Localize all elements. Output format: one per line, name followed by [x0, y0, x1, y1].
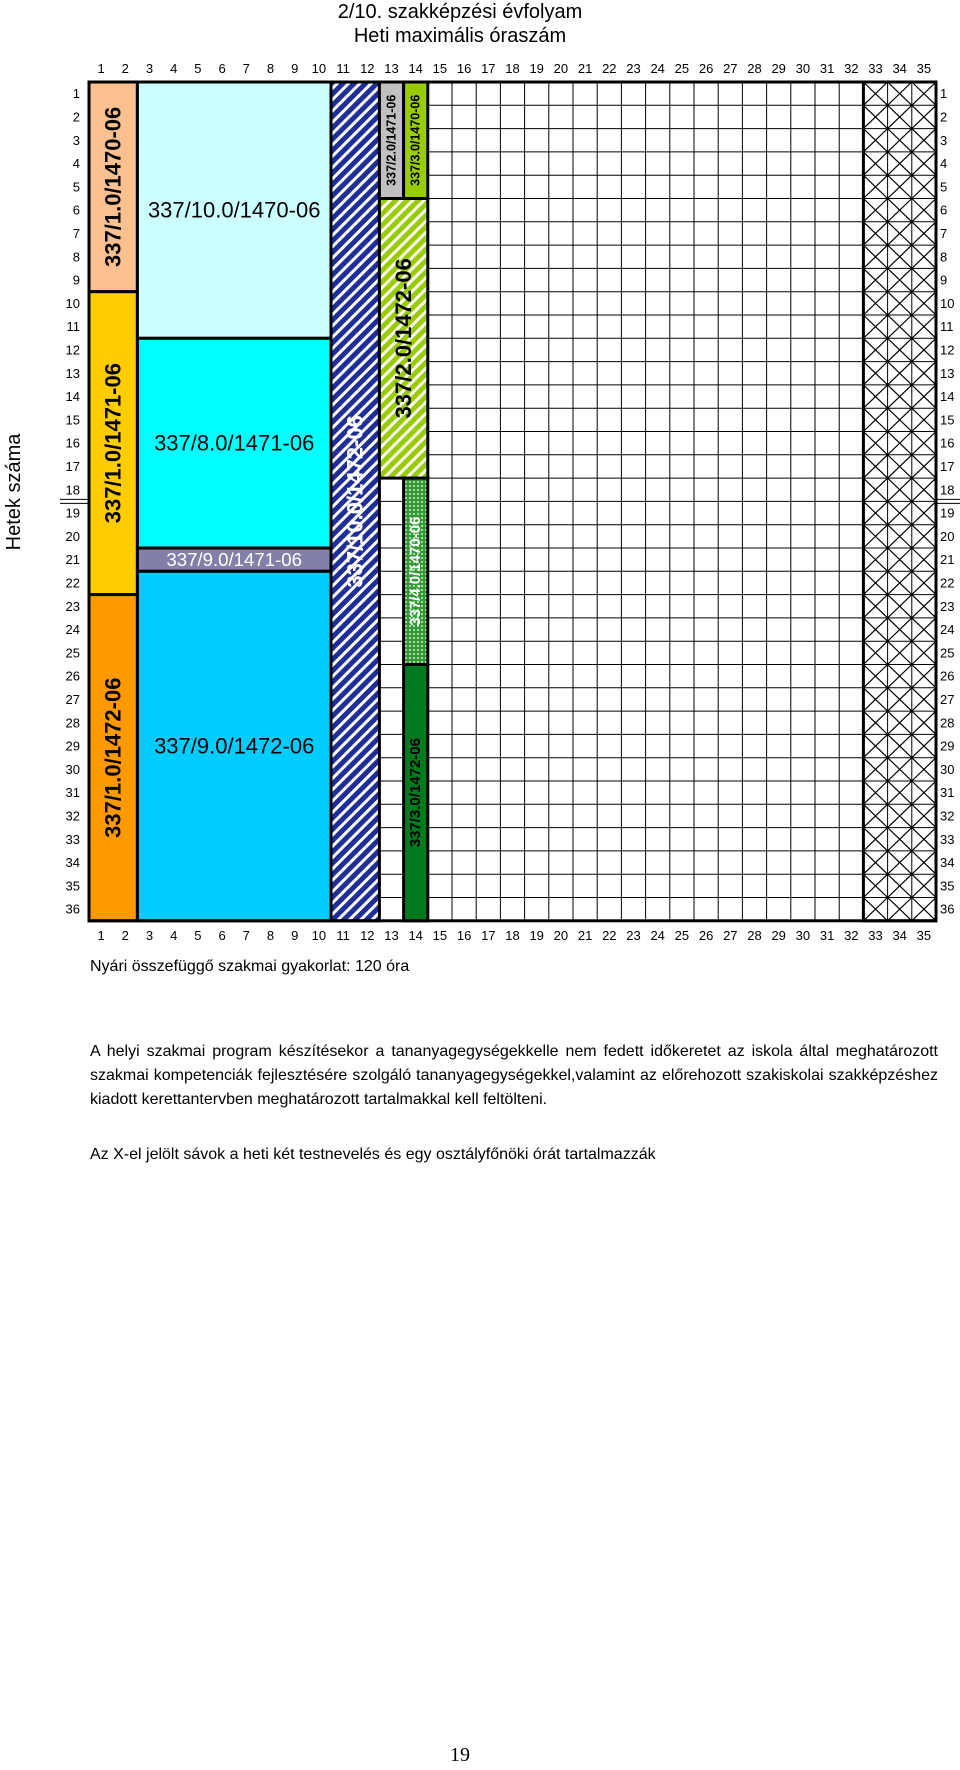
- row-label-right: 2: [940, 109, 948, 125]
- row-label-right: 32: [940, 808, 955, 824]
- column-label-top: 7: [242, 61, 250, 76]
- row-label-right: 29: [940, 738, 955, 754]
- column-label-top: 27: [723, 61, 738, 76]
- row-label-left: 24: [65, 622, 80, 638]
- column-label-bottom: 14: [408, 927, 423, 943]
- column-label-top: 20: [553, 61, 569, 76]
- row-label-left: 3: [72, 132, 80, 148]
- y-axis-label: Hetek száma: [3, 433, 25, 551]
- row-label-left: 8: [72, 249, 80, 265]
- row-label-right: 35: [940, 878, 955, 894]
- column-label-bottom: 3: [145, 927, 154, 943]
- block-label: 337/2.0/1471-06: [384, 94, 399, 186]
- row-label-right: 19: [940, 505, 955, 521]
- column-label-top: 29: [771, 61, 786, 76]
- block-label: 337/8.0/1471-06: [154, 430, 315, 456]
- column-label-bottom: 19: [529, 927, 544, 943]
- row-label-right: 6: [940, 202, 948, 218]
- row-label-right: 36: [940, 901, 955, 917]
- column-label-top: 32: [844, 61, 859, 76]
- column-label-bottom: 16: [456, 927, 472, 943]
- summer-practice-note: Nyári összefüggő szakmai gyakorlat: 120 óra: [90, 958, 410, 975]
- row-label-right: 17: [940, 458, 955, 474]
- row-label-right: 34: [940, 855, 955, 871]
- column-label-top: 12: [360, 61, 375, 76]
- row-label-left: 30: [65, 761, 80, 777]
- column-label-bottom: 25: [674, 927, 690, 943]
- column-label-top: 15: [432, 61, 448, 76]
- column-label-bottom: 20: [553, 927, 569, 943]
- row-label-left: 18: [65, 482, 80, 498]
- column-label-bottom: 2: [121, 927, 129, 943]
- row-label-left: 1: [72, 86, 80, 102]
- row-label-left: 31: [65, 785, 80, 801]
- row-label-left: 5: [72, 179, 80, 195]
- column-label-top: 8: [266, 61, 275, 76]
- row-label-right: 11: [940, 319, 954, 335]
- column-label-top: 10: [311, 61, 327, 76]
- column-label-bottom: 35: [916, 927, 932, 943]
- column-label-bottom: 7: [242, 927, 250, 943]
- column-label-top: 17: [481, 61, 496, 76]
- column-label-bottom: 27: [723, 927, 738, 943]
- column-label-top: 14: [408, 61, 423, 76]
- row-label-left: 9: [72, 272, 80, 288]
- row-label-left: 36: [65, 901, 80, 917]
- column-label-bottom: 34: [892, 927, 907, 943]
- row-label-right: 30: [940, 761, 955, 777]
- block-label: 337/10.0/1470-06: [147, 197, 321, 223]
- row-label-right: 26: [940, 668, 955, 684]
- row-label-left: 11: [66, 319, 80, 335]
- column-label-top: 16: [456, 61, 472, 76]
- row-label-left: 26: [65, 668, 80, 684]
- row-label-right: 33: [940, 831, 955, 847]
- column-label-bottom: 1: [97, 927, 105, 943]
- block-label: 337/3.0/1470-06: [408, 94, 423, 186]
- column-label-bottom: 18: [505, 927, 520, 943]
- row-label-left: 12: [65, 342, 80, 358]
- column-label-top: 1: [97, 61, 105, 76]
- column-label-top: 3: [145, 61, 154, 76]
- block-label: 337/2.0/1472-06: [391, 258, 417, 419]
- column-label-top: 28: [747, 61, 762, 76]
- row-label-left: 13: [65, 365, 80, 381]
- row-label-right: 5: [940, 179, 948, 195]
- column-label-top: 24: [650, 61, 665, 76]
- column-label-bottom: 9: [291, 927, 299, 943]
- row-label-right: 24: [940, 622, 955, 638]
- column-label-top: 22: [602, 61, 617, 76]
- block-label: 337/1.0/1470-06: [100, 106, 126, 267]
- column-label-bottom: 8: [266, 927, 275, 943]
- row-label-right: 1: [940, 86, 948, 102]
- row-label-right: 28: [940, 715, 955, 731]
- row-label-right: 10: [940, 295, 955, 311]
- column-label-bottom: 33: [868, 927, 883, 943]
- column-label-top: 11: [336, 61, 350, 76]
- column-label-bottom: 21: [577, 927, 593, 943]
- column-label-bottom: 10: [311, 927, 327, 943]
- row-label-right: 16: [940, 435, 955, 451]
- page-title: 2/10. szakképzési évfolyam: [337, 1, 583, 23]
- row-label-left: 27: [65, 691, 80, 707]
- row-label-left: 17: [65, 458, 80, 474]
- row-label-right: 4: [940, 156, 948, 172]
- column-label-top: 6: [218, 61, 226, 76]
- row-label-left: 34: [65, 855, 80, 871]
- column-label-bottom: 31: [819, 927, 835, 943]
- column-label-top: 26: [698, 61, 714, 76]
- column-label-bottom: 12: [360, 927, 375, 943]
- row-label-left: 16: [65, 435, 80, 451]
- row-label-left: 33: [65, 831, 80, 847]
- row-label-left: 4: [72, 156, 80, 172]
- block-label: 337/4.0/1470-06: [407, 516, 425, 626]
- row-label-right: 13: [940, 365, 955, 381]
- column-label-bottom: 5: [194, 927, 202, 943]
- column-label-bottom: 6: [218, 927, 226, 943]
- page-number: 19: [450, 1744, 470, 1766]
- column-label-top: 5: [194, 61, 202, 76]
- row-label-left: 35: [65, 878, 80, 894]
- page-subtitle: Heti maximális óraszám: [353, 25, 567, 47]
- row-label-right: 9: [940, 272, 948, 288]
- row-label-left: 28: [65, 715, 80, 731]
- column-label-top: 13: [384, 61, 399, 76]
- row-label-left: 10: [65, 295, 80, 311]
- block-label: 337/9.0/1471-06: [166, 549, 303, 571]
- x-marked-note: Az X-el jelölt sávok a heti két testnevelés és egy osztályfőnöki órát tartalmazzák: [90, 1146, 656, 1163]
- column-label-top: 9: [291, 61, 299, 76]
- block-label: 337/1.0/1471-06: [100, 363, 126, 524]
- row-label-left: 20: [65, 528, 80, 544]
- row-label-right: 27: [940, 691, 955, 707]
- row-label-left: 14: [65, 389, 80, 405]
- column-label-bottom: 22: [602, 927, 617, 943]
- column-label-top: 33: [868, 61, 883, 76]
- row-label-right: 15: [940, 412, 955, 428]
- row-label-right: 22: [940, 575, 955, 591]
- column-label-top: 21: [577, 61, 593, 76]
- row-label-left: 32: [65, 808, 80, 824]
- program-paragraph: A helyi szakmai program készítésekor a tananyagegységekkelle nem fedett időkeretet az iskola által meghatározott szakmai kompetenciák fejlesztésére szolgáló tananyagegységekkel,valamint az előrehozott szakiskolai szakképzéshez kiadott kerettantervben meghatározott tartalmakkal kell feltölteni.: [90, 1043, 938, 1108]
- block-label: 337/10.0/1472-06: [342, 415, 368, 588]
- block-label: 337/9.0/1472-06: [154, 733, 315, 759]
- column-label-bottom: 17: [481, 927, 496, 943]
- row-label-left: 25: [65, 645, 80, 661]
- column-label-bottom: 15: [432, 927, 448, 943]
- column-label-top: 30: [795, 61, 811, 76]
- row-label-right: 31: [940, 785, 955, 801]
- row-label-left: 22: [65, 575, 80, 591]
- column-label-bottom: 29: [771, 927, 786, 943]
- column-label-bottom: 23: [626, 927, 641, 943]
- row-label-left: 21: [65, 552, 80, 568]
- column-label-top: 19: [529, 61, 544, 76]
- column-label-top: 23: [626, 61, 641, 76]
- column-label-bottom: 28: [747, 927, 762, 943]
- row-label-right: 23: [940, 598, 955, 614]
- row-label-left: 19: [65, 505, 80, 521]
- row-label-left: 6: [72, 202, 80, 218]
- block-label: 337/3.0/1472-06: [407, 738, 425, 848]
- row-label-right: 18: [940, 482, 955, 498]
- column-label-bottom: 32: [844, 927, 859, 943]
- column-label-top: 4: [170, 61, 178, 76]
- column-label-bottom: 24: [650, 927, 665, 943]
- block-label: 337/1.0/1472-06: [100, 677, 126, 838]
- row-label-right: 7: [940, 225, 948, 241]
- row-label-right: 14: [940, 389, 955, 405]
- column-label-bottom: 13: [384, 927, 399, 943]
- column-label-bottom: 4: [170, 927, 178, 943]
- row-label-right: 20: [940, 528, 955, 544]
- column-label-top: 18: [505, 61, 520, 76]
- column-label-top: 34: [892, 61, 907, 76]
- column-label-bottom: 30: [795, 927, 811, 943]
- column-label-top: 35: [916, 61, 932, 76]
- column-label-top: 2: [121, 61, 129, 76]
- row-label-left: 7: [72, 225, 80, 241]
- row-label-right: 12: [940, 342, 955, 358]
- column-label-bottom: 26: [698, 927, 714, 943]
- column-label-bottom: 11: [336, 927, 350, 943]
- column-label-top: 25: [674, 61, 690, 76]
- row-label-left: 15: [65, 412, 80, 428]
- row-label-right: 3: [940, 132, 948, 148]
- column-label-top: 31: [819, 61, 835, 76]
- row-label-left: 2: [72, 109, 80, 125]
- row-label-right: 8: [940, 249, 948, 265]
- row-label-right: 25: [940, 645, 955, 661]
- row-label-right: 21: [940, 552, 955, 568]
- row-label-left: 29: [65, 738, 80, 754]
- row-label-left: 23: [65, 598, 80, 614]
